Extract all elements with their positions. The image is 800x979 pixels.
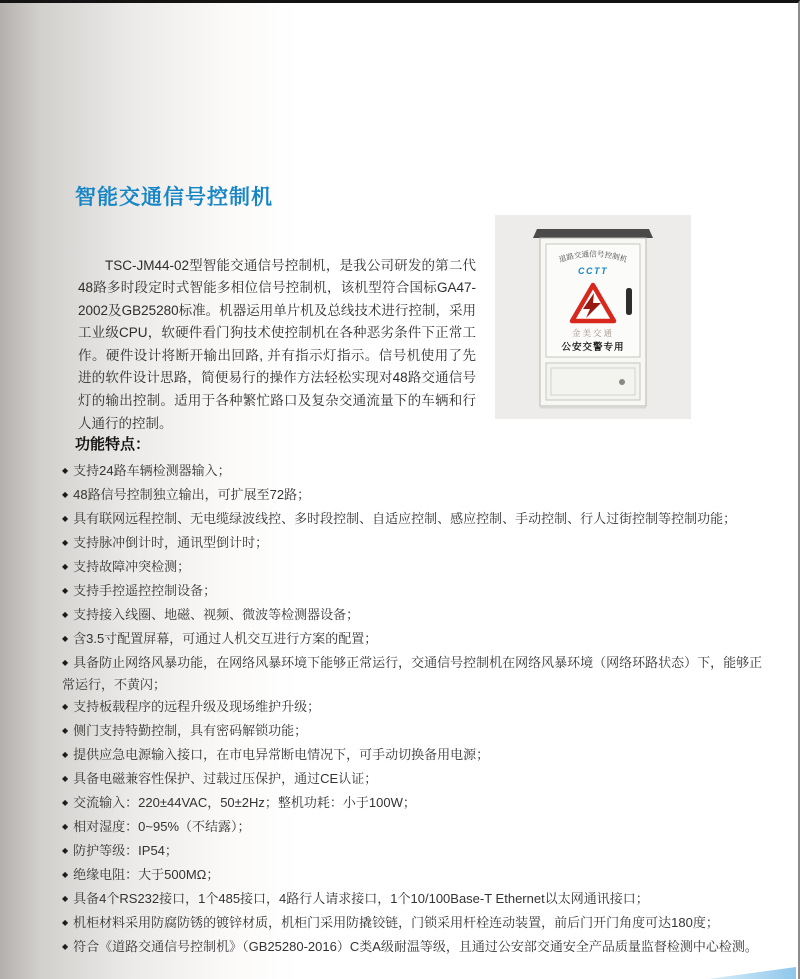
feature-text: 具有联网远程控制、无电缆绿波线控、多时段控制、自适应控制、感应控制、手动控制、行人过街控制等控制功能； (73, 511, 737, 526)
corner-accent (708, 967, 796, 979)
cabinet-top-label: 道路交通信号控制机 (557, 249, 629, 265)
feature-item (62, 817, 774, 839)
bullet-diamond-icon: ◆ (62, 774, 69, 783)
bullet-diamond-icon: ◆ (62, 942, 69, 951)
feature-list (62, 461, 774, 961)
feature-item (62, 557, 774, 579)
cabinet-brand-label: 金美交通 (571, 328, 615, 338)
feature-item (62, 793, 774, 815)
bullet-diamond-icon: ◆ (62, 610, 69, 619)
cabinet-logo: CCTT (578, 266, 608, 276)
feature-item (62, 485, 774, 507)
intro-paragraph: TSC-JM44-02型智能交通信号控制机，是我公司研发的第二代48路多时段定时式智能多相位信号控制机，该机型符合国标GA47-2002及GB25280标准。机器运用单片机及总线技术进行控制，采用工业级CPU，软硬件看门狗技术使控制机在各种恶劣条件下正常工作。硬件设计将断开输出回路, 并有指示灯指示。信号机使用了先进的软件设计思路，简便易行的操作方法轻松实现对48路交通信号灯的输出控制。适用于各种繁忙路口及复杂交通流量下的车辆和行人通行的控制。 (78, 257, 476, 431)
bullet-diamond-icon: ◆ (62, 894, 69, 903)
feature-text: 防护等级：IP54； (73, 843, 178, 858)
feature-text: 支持手控遥控控制设备； (73, 583, 217, 598)
bullet-diamond-icon: ◆ (62, 538, 69, 547)
bullet-diamond-icon: ◆ (62, 726, 69, 735)
feature-item (62, 605, 774, 627)
cabinet-handle (626, 288, 632, 315)
bullet-diamond-icon: ◆ (62, 466, 69, 475)
feature-item (62, 461, 774, 483)
bullet-diamond-icon: ◆ (62, 822, 69, 831)
feature-text: 支持24路车辆检测器输入； (73, 463, 231, 478)
cabinet-lower-door (546, 363, 640, 400)
cabinet-base (540, 406, 646, 409)
feature-item (62, 629, 774, 651)
feature-item (62, 865, 774, 887)
cabinet-cap (533, 229, 653, 238)
feature-item (62, 509, 774, 531)
bullet-diamond-icon: ◆ (62, 750, 69, 759)
bullet-diamond-icon: ◆ (62, 846, 69, 855)
bullet-diamond-icon: ◆ (62, 586, 69, 595)
feature-item (62, 697, 774, 719)
feature-text: 具备电磁兼容性保护、过载过压保护，通过CE认证； (73, 771, 378, 786)
feature-item (62, 745, 774, 767)
feature-item (62, 937, 774, 959)
feature-text: 侧门支持特勤控制，具有密码解锁功能； (73, 723, 308, 738)
feature-text: 交流输入：220±44VAC，50±2Hz；整机功耗：小于100W； (73, 795, 416, 810)
features-heading: 功能特点： (75, 436, 151, 453)
bullet-diamond-icon: ◆ (62, 562, 69, 571)
feature-text: 支持故障冲突检测； (73, 559, 191, 574)
bullet-diamond-icon: ◆ (62, 870, 69, 879)
bullet-diamond-icon: ◆ (62, 514, 69, 523)
feature-item (62, 581, 774, 603)
bullet-diamond-icon: ◆ (62, 702, 69, 711)
feature-item (62, 653, 774, 695)
product-photo (495, 215, 691, 419)
cabinet-police-label: 公安交警专用 (561, 342, 625, 353)
feature-text: 支持板载程序的远程升级及现场维护升级； (73, 699, 321, 714)
feature-item (62, 769, 774, 791)
bullet-diamond-icon: ◆ (62, 798, 69, 807)
feature-text: 机柜材料采用防腐防锈的镀锌材质，机柜门采用防撬铰链，门锁采用杆栓连动装置，前后门开门角度可达180度； (73, 915, 719, 930)
page-title: 智能交通信号控制机 (75, 186, 273, 210)
feature-item (62, 533, 774, 555)
feature-text: 提供应急电源输入接口，在市电异常断电情况下，可手动切换备用电源； (73, 747, 490, 762)
feature-text: 含3.5寸配置屏幕，可通过人机交互进行方案的配置； (73, 631, 378, 646)
feature-text: 绝缘电阻：大于500MΩ； (73, 867, 220, 882)
feature-item (62, 841, 774, 863)
feature-text: 相对湿度：0~95%（不结露）； (73, 819, 251, 834)
feature-text: 符合《道路交通信号控制机》（GB25280-2016）C类A级耐温等级，且通过公安部交通安全产品质量监督检测中心检测。 (73, 939, 758, 954)
feature-text: 具备4个RS232接口，1个485接口，4路行人请求接口，1个10/100Base-T Ethernet以太网通讯接口； (73, 891, 649, 906)
bullet-diamond-icon: ◆ (62, 918, 69, 927)
bullet-diamond-icon: ◆ (62, 658, 69, 667)
feature-text: 支持脉冲倒计时，通讯型倒计时； (73, 535, 269, 550)
bullet-diamond-icon: ◆ (62, 634, 69, 643)
feature-text: 48路信号控制独立输出，可扩展至72路； (73, 487, 311, 502)
feature-item (62, 913, 774, 935)
cabinet-illustration (495, 215, 691, 419)
feature-item (62, 889, 774, 911)
bullet-diamond-icon: ◆ (62, 490, 69, 499)
feature-item (62, 721, 774, 743)
feature-text: 支持接入线圈、地磁、视频、微波等检测器设备； (73, 607, 360, 622)
feature-text: 具备防止网络风暴功能，在网络风暴环境下能够正常运行，交通信号控制机在网络风暴环境（网络环路状态）下，能够正常运行，不黄闪； (62, 655, 763, 692)
door-lock-icon (619, 379, 625, 385)
